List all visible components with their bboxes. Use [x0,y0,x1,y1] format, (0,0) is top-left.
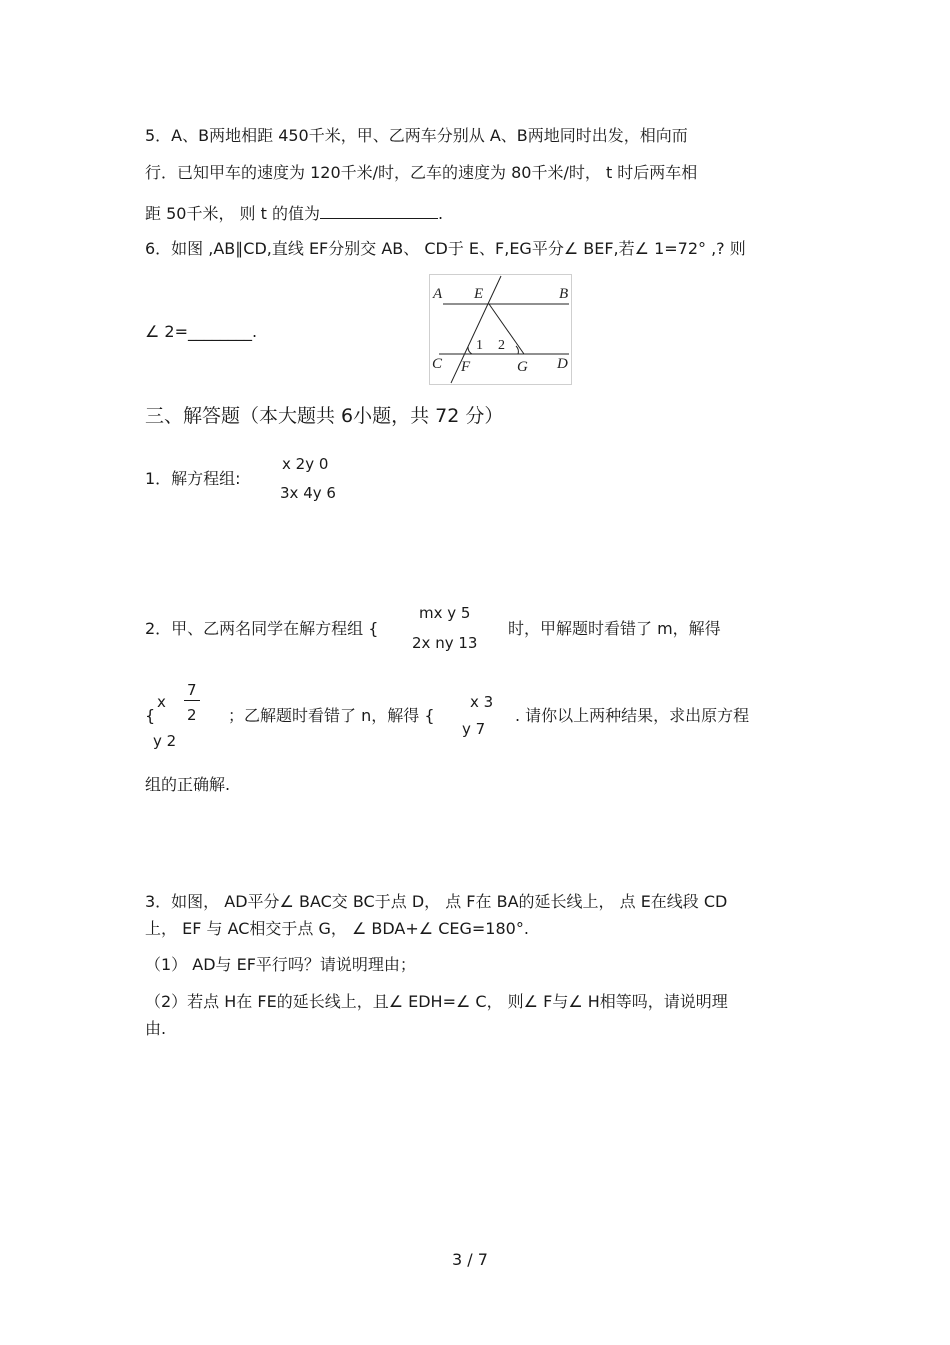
q2-solution-1-x: x [157,693,166,711]
section-3-heading: 三、解答题（本大题共 6小题，共 72 分） [145,405,504,427]
q3-part-2-line2: 由. [145,1019,167,1038]
q2-system-row-2: 2x ny 13 [412,634,478,652]
q2-solution-1-denominator: 2 [187,706,197,724]
q3-line1: 3．如图， AD平分∠ BAC交 BC于点 D， 点 F在 BA的延长线上， 点 E在线段 CD [145,892,728,911]
q2-system-row-1: mx y 5 [419,604,471,622]
angle-1-arc [468,347,472,354]
q5-line1: 5．A、B两地相距 450千米，甲、乙两车分别从 A、B两地同时出发，相向而 [145,126,688,145]
q1-equation-2: 3x 4y 6 [280,484,336,502]
q6-line1: 6．如图 ,AB∥CD,直线 EF分别交 AB、 CD于 E、F,EG平分∠ BEF,若∠ 1=72° ,? 则 [145,239,746,258]
q5-line2: 行．已知甲车的速度为 120千米/时，乙车的速度为 80千米/时， t 时后两车相 [145,163,698,182]
angle-2-arc [516,346,518,354]
q2-line1-suffix: 时，甲解题时看错了 m，解得 [508,619,721,638]
fraction-bar [184,700,200,701]
label-e: E [474,286,484,302]
q2-solution-1-numerator: 7 [187,681,197,699]
figure-border [430,275,572,385]
q2-solution-2-y: y 7 [462,720,486,738]
answer-blank [320,202,438,219]
q2-tail-text: . 请你以上两种结果，求出原方程 [515,706,750,725]
q2-line3: 组的正确解. [145,775,231,794]
q5-line3 [145,202,443,224]
label-b: B [559,286,569,302]
line-eg [489,304,524,354]
label-angle-2: 2 [498,338,505,353]
q2-solution-1-brace: { [145,706,156,725]
label-a: A [433,286,443,302]
page-number: 3 / 7 [452,1250,488,1269]
q2-middle-text: ；乙解题时看错了 n，解得 { [228,706,435,725]
q5-line3-end: . [437,204,444,223]
q3-part-2-line1: （2）若点 H在 FE的延长线上，且∠ EDH=∠ C， 则∠ F与∠ H相等吗，请说明理 [145,992,728,1011]
q2-line1-prefix: 2．甲、乙两名同学在解方程组 { [145,619,379,638]
q5-line3-text: 距 50千米， 则 t 的值为 [145,204,320,223]
label-angle-1: 1 [476,338,483,353]
label-c: C [432,356,443,372]
label-d: D [557,356,568,372]
q3-line2: 上， EF 与 AC相交于点 G， ∠ BDA+∠ CEG=180°. [145,919,529,938]
label-g: G [517,359,528,375]
label-f: F [461,359,471,375]
q1-label: 1．解方程组: [145,469,241,488]
geometry-figure [429,274,572,385]
q3-part-1: （1） AD与 EF平行吗？请说明理由； [145,955,416,974]
q2-solution-1-y: y 2 [153,732,177,750]
q1-equation-1: x 2y 0 [282,455,329,473]
q6-line2: ∠ 2=________. [145,322,258,341]
q2-solution-2-x: x 3 [470,693,494,711]
